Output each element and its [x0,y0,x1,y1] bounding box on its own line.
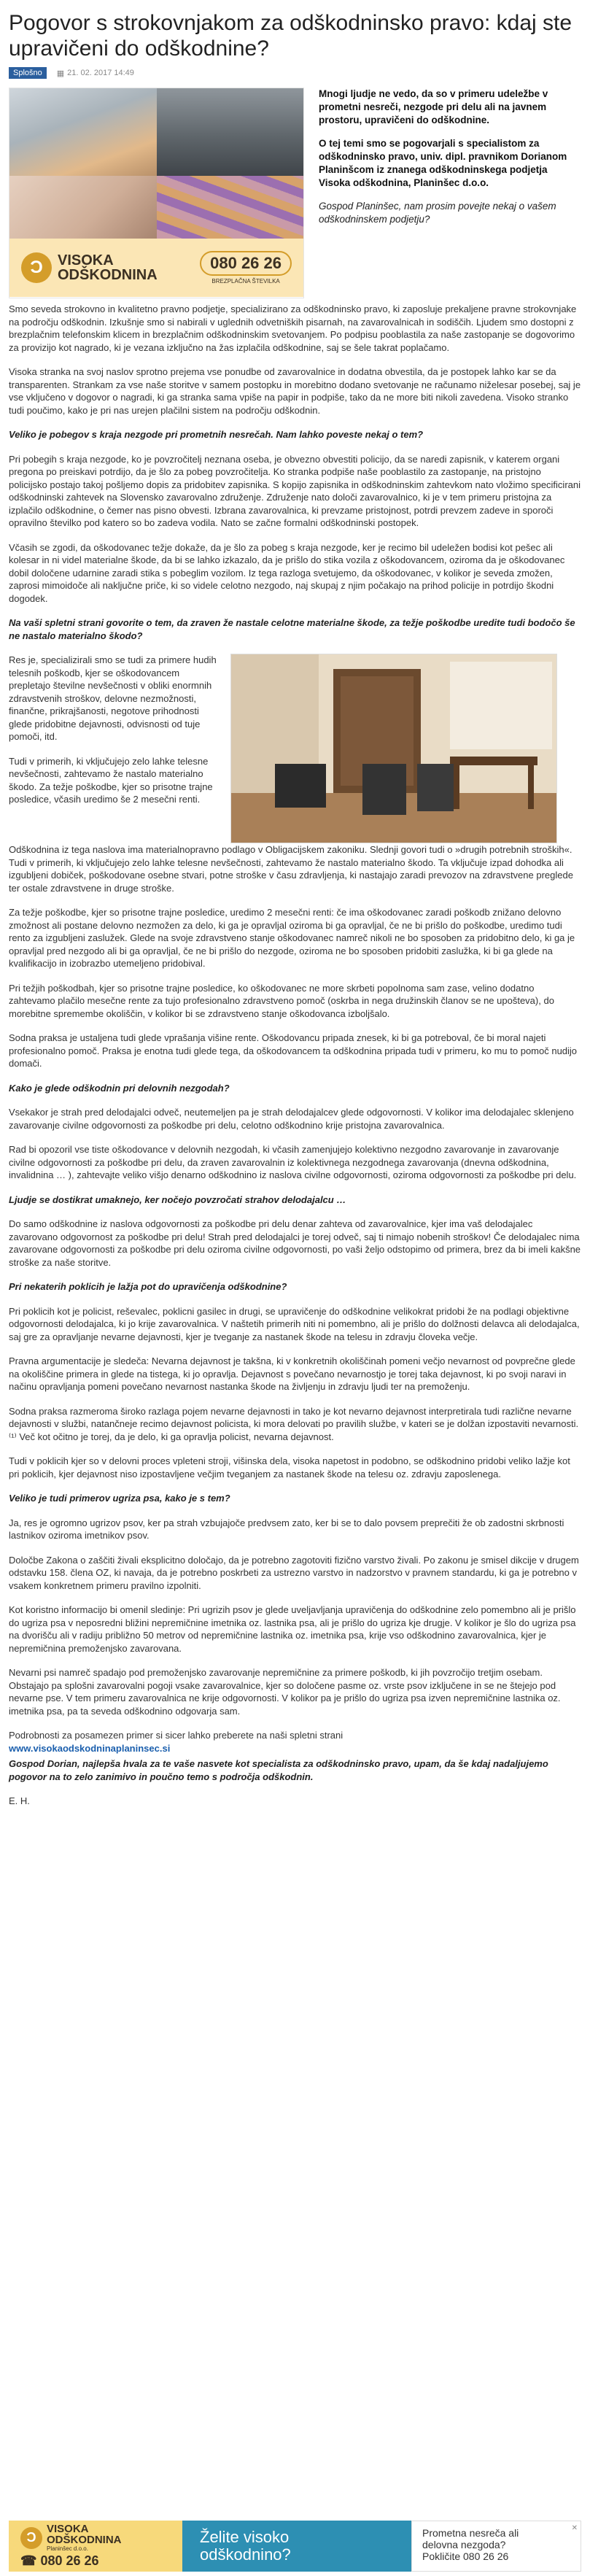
paragraph: Pravna argumentacije je sledeča: Nevarna dejavnost je takšna, ki v konkretnih okoliščinah pomeni večjo nevarnost od povprečne glede na okoliščine primera in glede na tistega, ki jo opravlja. Dejavnost s povečano nevarnostjo je torej taka dejavnost, ki po svoji naravi in načinu opravljanja pomeni povečano nevarnost nastanka škode na življenju in zdravju ljudi ter na premoženju. [9,1355,575,1392]
interview-question: Veliko je tudi primerov ugriza psa, kako je s tem? [9,1493,230,1504]
ad-logo-icon: Ɔ [20,2527,42,2549]
paragraph: Tudi v poklicih kjer so v delovni proces vpleteni stroji, višinska dela, visoka napetost in podobno, se odškodnino pridobi veliko lažje kot pri poklicih, kjer dejavnost niso izpostavljene večjim tveganjem za nastanek škode na telesu oz. zdravju zaposlenega. [9,1455,570,1480]
ad-logo-small: Planinšec d.o.o. [47,2545,88,2552]
office-illustration [231,654,556,843]
ad-middle [182,2521,411,2572]
paragraph-with-link [9,1729,581,1755]
paragraph: Včasih se zgodi, da oškodovanec težje dokaže, da je šlo za pobeg s kraja nezgode, ker je recimo bil udeležen bodisi kot pešec ali kolesar in ni videl materialne škode, da bi se lahko izkazalo, da je prišlo do stika vozila z oškodovancem, oziroma da je oškodovanec dobil določene udarnine zaradi stika s pobeglim vozilom. Iz tega razloga svetujemo, da oškodovanec, v kolikor je seveda zmožen, zaprosi mimoidoče ali naključne priče, ki so videle celotno nezgodo, naj skupaj z njim počakajo na prihod policije in potrdijo škodni dogodek. [9,541,565,604]
paragraph: Sodna praksa je ustaljena tudi glede vprašanja višine rente. Oškodovancu pripada znesek, ki bi ga potreboval, če bi moral najeti profesionalno pomoč. Praksa je enotna tudi glede tega, da oškodovancem ta odškodnina pripada tudi v primeru, ko mu to pomoč nudijo domači. [9,1032,578,1069]
hero-phone-subtitle: BREZPLAČNA ŠTEVILKA [211,278,280,285]
paragraph: Odškodnina iz tega naslova ima materialnopravno podlago v Obligacijskem zakoniku. Slednji govori tudi o »drugih potrebnih stroških«. Tudi v primerih, ki vključujejo zelo lahke telesne nevšečnosti, zahtevamo že nastalo materialno škodo. Ta vključuje izpad dohodka ali izgubljeni dobiček, poškodovane osebne stvari, potne stroške v času zdravljenja, ki nastajajo zaradi prevozov na zdravstvene preglede ter ostale zdravstvene in druge stroške. [9,844,573,894]
hero-logo [21,252,158,283]
ad-phone-number: 080 26 26 [40,2553,99,2568]
hero-phone [200,251,292,285]
ad-close-icon[interactable]: ✕ [571,2524,578,2532]
hero-photo-injury [9,176,157,239]
hero-photo-banknotes [157,176,304,239]
ad-logo-block [9,2521,182,2572]
ad-right [411,2521,581,2572]
hero-photo-car-crash [157,88,304,176]
signature: E. H. [9,1795,30,1806]
paragraph: Nevarni psi namreč spadajo pod premoženjsko zavarovanje nepremičnine za primere poškodb, ki jih povzročijo tretjim osebam. Obstajajo pa splošni zavarovalni pogoji vsake zavarovalnice, kjer so določene pasme oz. vrste psov izključene in se ne štejejo pod nevarne pse. V tem primeru zavarovalnica ne krije odgovornosti. V kolikor pa je prišlo do ugriza psa izven nepremičnine lastnika oz. imetnika psa, pa ta seveda odškodnino odgovarja sam. [9,1667,561,1717]
paragraph: Vsekakor je strah pred delodajalci odveč, neutemeljen pa je strah delodajalcev glede odgovornosti. V kolikor ima delodajalec sklenjeno zavarovanje civilne odgovornosti za poškodbe pri delu, celotno odškodnino krije pristojna zavarovalnica. [9,1107,574,1131]
paragraph: Do samo odškodnine iz naslova odgovornosti za poškodbe pri delu denar zahteva od zavarovalnice, kjer ima vaš delodajalec zavarovano odgovornost za poškodbe pri delu! Strah pred delodajalci je torej odveč, saj ti nimajo nobenih stroškov! Če delodajalec nima zavarovane odgovornosti za poškodbe pri delu oziroma civilne odgovornosti, po vaši željo odstopimo od primera, brez da bi imeli kakšne stroške za naše storitve. [9,1218,581,1268]
interview-question: Pri nekaterih poklicih je lažja pot do upravičenja odškodnine? [9,1281,287,1292]
ad-logo-line1: VISOKA [47,2523,89,2535]
paragraph: Kot koristno informacijo bi omenil sledinje: Pri ugrizih psov je glede uveljavljanja upravičenja do odškodnine zelo pomembno ali je prišlo do ugriza psa v neposredni bližini nepremičnine imetnika oz. lastnika psa, ali je prišlo do ugriza kje drugje. V kolikor je šlo do ugriza psa na dvorišču ali v radiju približno 50 metrov od nepremičnine lastnika oz. imetnika psa, krije vso odškodnino zavarovalnica, kjer je nepremičnina premoženjsko zavarovana. [9,1604,576,1654]
ad-right-line2: delovna nezgoda? [422,2539,506,2550]
paragraph: Tudi v primerih, ki vključujejo zelo lahke telesne nevšečnosti, zahtevamo že nastalo materialno škodo. Za težje poškodbe, kjer so prisotne trajne posledice, včasih uredimo še 2 mesečni renti. [9,755,213,805]
ad-right-line1: Prometna nesreča ali [422,2527,519,2539]
paragraph: Res je, specializirali smo se tudi za primere hudih telesnih poškodb, kjer se oškodovancem prepletajo številne nevšečnosti v obliki enormnih zdravstvenih stroškov, delovne nezmožnosti, finančne, prikrajšanosti, negotove prihodnosti glede pridobitne dejavnosti, odvisnosti od tuje pomoči, itd. [9,654,217,742]
lead-text [319,88,581,298]
logo-icon: Ɔ [21,252,52,283]
text-with-image [9,654,581,843]
category-badge[interactable]: Splošno [9,67,47,79]
hero-logo-band [9,239,303,297]
date-text: 21. 02. 2017 14:49 [67,69,134,77]
paragraph: Pri poklicih kot je policist, reševalec, poklicni gasilec in drugi, se upravičenje do odškodnine velikokrat pridobi že na podlagi objektivne odgovornosti delodajalca, ki jo krije zavarovalnica. V naštetih primerih niti ni pomembno, ali je prišlo do dolžnosti delavca ali delodajalca, saj gre za opravljanje nevarne dejavnosti, kjer je tveganje za nastanek škode na telesu in zdravju človeka večje. [9,1305,580,1342]
paragraph: Pri pobegih s kraja nezgode, ko je povzročitelj neznana oseba, je obvezno obvestiti policijo, da se naredi zapisnik, v katerem organi pregona po preiskavi potrdijo, da je šlo za pobeg povzročitelja. Ko stranka podpiše naše pooblastilo za zastopanje, na pristojno policijsko postajo takoj pošljemo dopis za pridobitev zapisnika. S kopijo zapisnika in odškodninskim zahtevkom nato vložimo specificirani odškodninski zahtevek na Slovensko zavarovalno združenje. Združenje nato določi zavarovalnico, ki je v tem primeru pristojna za izplačilo odškodnine, o čemer nas pisno obvesti. Izbrana zavarovalnica, ki prevzame pristojnost, potrdi prevzem zadeve in sporoči opravilno številko pod katero so bo zadeva vodila. Nato se začne formalni odškodninski postopek. [9,453,581,528]
office-photo [230,654,557,843]
paragraph: Za težje poškodbe, kjer so prisotne trajne posledice, uredimo 2 mesečni renti: če ima oškodovanec zaradi poškodb znižano delovno zmožnost ali postane delovno nezmožen za delo, ki ga je opravljal oziroma bi ga opravljal, če ne bi prišlo do poškodbe, uredimo tudi rento za izgubljeni zaslužek. Glede na svoje zdravstveno stanje oškodovanec namreč nikoli ne bo sposoben za pridobitno delo, ki ga je opravljal pred nezgodo ali bi ga opravljal, če ne bi prišlo do nezgode, oziroma ne bo sposoben pridobiti zaslužka, ki bi ga glede na kvalifikacijo in izobrazbo utemeljeno pridobival. [9,907,575,969]
bottom-ad-banner[interactable] [9,2521,581,2572]
ad-middle-line1: Želite visoko [200,2528,290,2546]
hero-logo-line2: ODŠKODNINA [58,267,158,283]
lead-question: Gospod Planinšec, nam prosim povejte nekaj o vašem odškodninskem podjetju? [319,201,556,225]
ad-phone [20,2553,182,2569]
calendar-icon: ▦ [56,69,65,78]
closing-remark: Gospod Dorian, najlepša hvala za te vaše nasvete kot specialista za odškodninsko pravo, upam, da še kdaj nadaljujemo pogovor na to zelo zanimivo in poučno temo s področja odškodnin. [9,1758,548,1782]
interview-question: Na vaši spletni strani govorite o tem, da zraven že nastale celotne materialne škode, za težje poškodbe uredite tudi bodočo še ne nastalo materialno škodo? [9,617,575,641]
split-text [9,654,217,843]
article-title: Pogovor s strokovnjakom za odškodninsko pravo: kdaj ste upravičeni do odškodnine? [9,11,572,61]
ad-logo-line2: ODŠKODNINA [47,2534,122,2546]
paragraph: Sodna praksa razmeroma široko razlaga pojem nevarne dejavnosti in tako je kot nevarno dejavnost interpretirala tudi različne nevarne dejavnosti v službi, natančneje recimo dejavnost policista, ki mora delovati po pravilih službe, v kateri se je dolžan izpostaviti nevarnosti.⁽¹⁾ Več kot očitno je torej, da je delo, ki ga opravlja policist, nevarna dejavnost. [9,1405,579,1442]
hero-photo-worker [9,88,157,176]
paragraph: Določbe Zakona o zaščiti živali eksplicitno določajo, da je potrebno zagotoviti fizično varstvo živali. Po zakonu je smisel dikcije v drugem odstavku 158. člena OZ, ki navaja, da je potrebno poskrbeti za ustrezno varstvo in nadzorstvo v pravnem standardu, ki ga je potrebno v vsakem konkretnem primeru pravilno izpolniti. [9,1554,579,1591]
phone-icon: ☎ [20,2553,37,2568]
interview-question: Kako je glede odškodnin pri delovnih nezgodah? [9,1082,230,1094]
interview-question: Ljudje se dostikrat umaknejo, ker nočejo povzročati strahov delodajalcu … [9,1194,346,1205]
hero-image [9,88,304,298]
paragraph: Pri težjih poškodbah, kjer so prisotne trajne posledice, ko oškodovanec ne more skrbeti popolnoma sam zase, velino dodatno zahtevamo plačilo mesečne rente za tujo profesionalno zdravstveno pomoč (oskrba in nega družinskih članov se ne upošteva), do morebitne spremembe okoliščin, v kolikor bi se zdravstveno stanje oškodovanca izboljšalo. [9,982,554,1019]
paragraph: Smo seveda strokovno in kvalitetno pravno podjetje, specializirano za odškodninsko pravo, ki zaposluje prekaljene pravne strokovnjake na področju odškodnin. Izkušnje smo si nabirali v uglednih odvetniških pisarnah, na zavarovalnicah in sodiščih. Ljudem smo dostopni z brezplačnim telefonskim klicem in brezplačnim odškodninskim svetovanjem. Po podpisu pooblastila za naše zastopanje se dogovorimo za provizijo kot nagrado, ki je vezana izključno na žas izplačila odškodnine, saj se šele takrat poplačamo. [9,303,577,353]
hero-phone-number: 080 26 26 [200,251,292,276]
website-link[interactable]: www.visokaodskodninaplaninsec.si [9,1742,171,1754]
article-meta [9,67,581,79]
hero-photos-money [9,176,303,239]
article-container [9,0,581,1819]
ad-middle-line2: odškodnino? [200,2545,291,2564]
ad-right-line3: Pokličite 080 26 26 [422,2550,509,2562]
interview-question: Veliko je pobegov s kraja nezgode pri prometnih nesrečah. Nam lahko poveste nekaj o tem? [9,429,424,440]
article-body [9,303,581,1808]
paragraph: Ja, res je ogromno ugrizov psov, ker pa strah vzbujajoče predvsem zato, ker bi se to dalo povsem preprečiti že ob zadostni skrbnosti lastnikov oziroma imetnikov psov. [9,1517,564,1541]
intro-section [9,88,581,298]
hero-logo-line1: VISOKA [58,252,114,268]
lead-paragraph-1: Mnogi ljudje ne vedo, da so v primeru udeležbe v prometni nesreči, nezgode pri delu ali na javnem prostoru, upravičeni do odškodnine. [319,88,548,125]
article-date [57,69,134,78]
hero-photos-top [9,88,303,176]
paragraph: Rad bi opozoril vse tiste oškodovance v delovnih nezgodah, ki včasih zamenjujejo kolektivno nezgodno zavarovanje in zavarovanje civilne odgovornosti za poškodbe pri delu, da zraven zavarovalnin iz kolektivnega nezgodnega zavarovanja (dnevna odškodnina, invalidnina … ), zahtevajte veliko višjo denarno odškodnino iz naslova civilne odgovornosti, oziroma odgovornosti za poškodbe pri delu. [9,1144,577,1180]
lead-paragraph-2: O tej temi smo se pogovarjali s specialistom za odškodninsko pravo, univ. dipl. pravnikom Dorianom Planinšcom iz znanega odškodninskega podjetja Visoka odškodnina, Planinšec d.o.o. [319,138,567,188]
paragraph-text: Podrobnosti za posamezen primer si sicer lahko preberete na naši spletni strani [9,1730,343,1741]
paragraph: Visoka stranka na svoj naslov sprotno prejema vse ponudbe od zavarovalnice in dodatna obvestila, da je postopek lahko kar se da transparenten. Strankam za vse naše storitve v samem postopku in morebitno dodano svetovanje ne računamo niželesar posebej, saj je vse vključeno v dogovor o nagradi, ki ga stranka sama vpiše na papir in podpiše, tako da ne more biti nikoli zavedena. Visoko stranko tudi poučimo, kako je pri nas urejen plačilni sistem na področju odškodnin. [9,366,581,416]
